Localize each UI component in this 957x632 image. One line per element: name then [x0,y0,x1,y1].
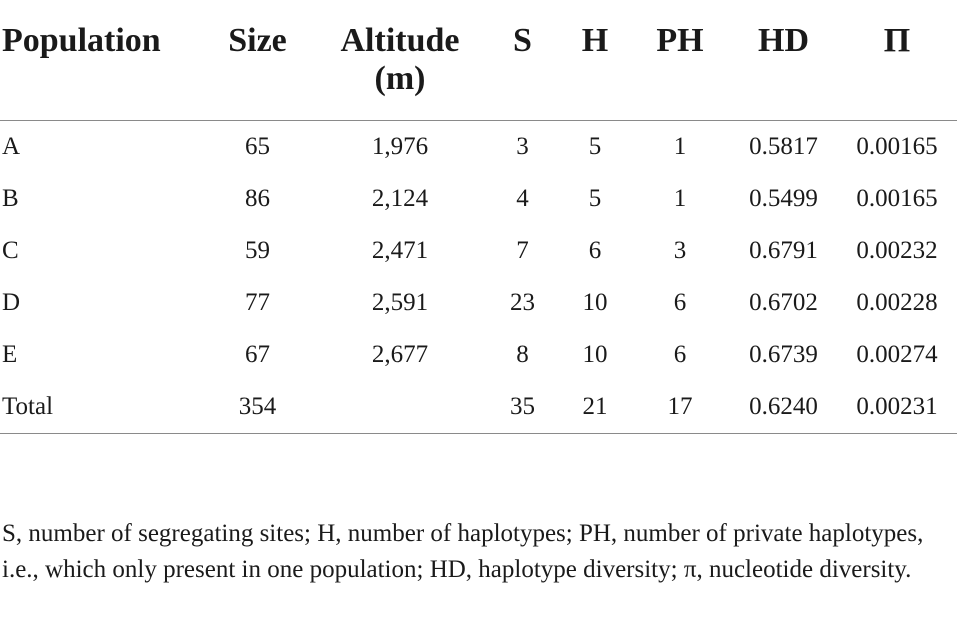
cell-size: 67 [245,341,270,368]
table-row [0,173,957,225]
cell-ph: 17 [630,381,730,434]
cell-population: A [2,133,21,160]
cell-hd: 0.5499 [749,185,818,212]
cell-population: D [2,289,21,316]
header-h: H [581,22,609,59]
cell-altitude: 1,976 [371,133,429,160]
cell-pi: 0.00165 [856,133,938,160]
table-row [0,225,957,277]
header-size: Size [228,22,287,59]
cell-hd: 0.6791 [749,237,818,264]
header-hd: HD [758,22,809,59]
cell-hd: 0.6240 [730,381,837,434]
table-header-row [0,0,957,121]
cell-s: 4 [516,185,529,212]
cell-size: 86 [245,185,270,212]
cell-ph: 6 [673,289,687,316]
cell-s: 8 [516,341,529,368]
cell-h: 5 [588,133,602,160]
cell-altitude [315,381,485,434]
cell-pi: 0.00274 [856,341,938,368]
cell-ph: 1 [673,133,687,160]
cell-altitude: 2,124 [371,185,429,212]
cell-size: 354 [200,381,315,434]
header-ph: PH [656,22,704,59]
cell-population: C [2,237,19,264]
cell-pi: 0.00165 [856,185,938,212]
cell-pi: 0.00228 [856,289,938,316]
cell-hd: 0.6702 [749,289,818,316]
cell-altitude: 2,591 [371,289,429,316]
cell-ph: 3 [673,237,687,264]
cell-h: 6 [588,237,602,264]
cell-altitude: 2,471 [371,237,429,264]
cell-size: 77 [245,289,270,316]
cell-h: 5 [588,185,602,212]
header-population: Population [2,22,161,59]
cell-s: 7 [516,237,529,264]
table-row-total [0,381,957,434]
cell-size: 59 [245,237,270,264]
table-row [0,329,957,381]
cell-hd: 0.5817 [749,133,818,160]
cell-pi: 0.00232 [856,237,938,264]
cell-ph: 6 [673,341,687,368]
table-footnote: S, number of segregating sites; H, number of haplotypes; PH, number of private haplotypes, i.e., which only present in one population; HD, haplotype diversity; π, nucleotide diversity. [2,520,924,583]
cell-h: 21 [560,381,630,434]
table-row [0,121,957,174]
cell-population: Total [0,381,200,434]
header-s: S [513,22,532,59]
cell-population: E [2,341,18,368]
cell-h: 10 [582,341,608,368]
cell-size: 65 [245,133,270,160]
cell-h: 10 [582,289,608,316]
cell-pi: 0.00231 [837,381,957,434]
cell-population: B [2,185,19,212]
cell-s: 35 [485,381,560,434]
table-row [0,277,957,329]
header-pi: Π [883,22,911,59]
cell-hd: 0.6739 [749,341,818,368]
cell-altitude: 2,677 [371,341,429,368]
cell-ph: 1 [673,185,687,212]
header-altitude: Altitude (m) [340,22,460,97]
cell-s: 3 [516,133,529,160]
cell-s: 23 [510,289,535,316]
